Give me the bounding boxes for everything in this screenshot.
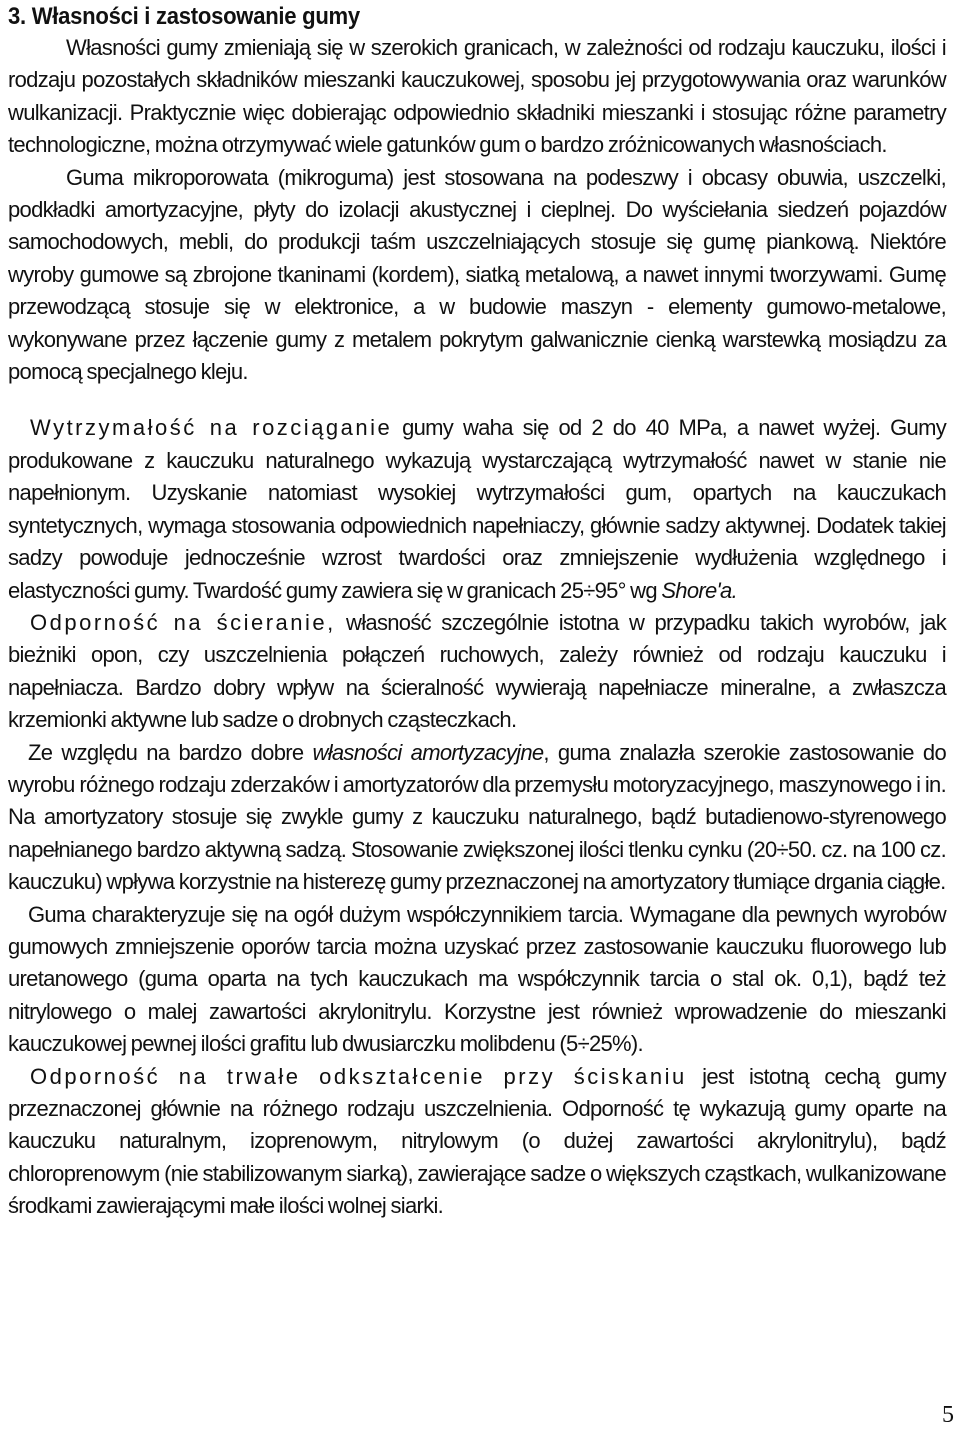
term-tensile-strength: Wytrzymałość na rozciąganie [30, 415, 393, 441]
document-page [8, 0, 946, 1223]
damping-text-before: Ze względu na bardzo dobre [28, 739, 313, 765]
damping-emphasis: własności amortyzacyjne [312, 739, 544, 765]
paragraph-microporous-rubber: Guma mikroporowata (mikroguma) jest stosowana na podeszwy i obcasy obuwia, uszczelki, podkładki amortyzacyjne, płyty do izolacji akustycznej i cieplnej. Do wyściełania siedzeń pojazdów samochodowych, mebli, do produkcji taśm uszczelniających stosuje się gumę piankową. Niektóre wyroby gumowe są zbrojone tkaninami (kordem), siatką metalową, a nawet innymi tworzywami. Gumę przewodzącą stosuje się w elektronice, a w budowie maszyn - elementy gumowo-metalowe, wykonywane przez łączenie gumy z metalem pokrytym galwanicznie cienką warstewką mosiądzu za pomocą specjalnego kleju. [8, 164, 946, 385]
tensile-strength-text: gumy waha się od 2 do 40 MPa, a nawet wyżej. Gumy produkowane z kauczuku naturalnego wykazują wystarczającą wytrzymałość nawet w stanie nie napełnionym. Uzyskanie natomiast wysokiej wytrzymałości gum, opartych na kauczukach syntetycznych, wymaga stosowania odpowiednich napełniaczy, głównie sadzy aktywnej. Dodatek takiej sadzy powoduje jednocześnie wzrost twardości oraz zmniejszenie wydłużenia względnego i elastyczności gumy. Twardość gumy zawiera się w granicach 25÷95° wg [8, 415, 946, 603]
term-abrasion-resistance: Odporność na ścieranie, [30, 609, 336, 635]
paragraph-compression-set [8, 1061, 946, 1223]
shore-scale: Shore'a. [661, 577, 737, 603]
paragraph-tensile-strength [8, 412, 946, 606]
damping-text-after: , guma znalazła szerokie zastosowanie do wyrobu różnego rodzaju zderzaków i amortyzatorów dla przemysłu motoryzacyjnego, maszynowego i in. Na amortyzatory stosuje się zwykle gumy z kauczuku naturalnego, bądź butadienowo-styrenowego napełnianego bardzo aktywną sadzą. Stosowanie zwiększonej ilości tlenku cynku (20÷50. cz. na 100 cz. kauczuku) wpływa korzystnie na histerezę gumy przeznaczonej na amortyzatory tłumiące drgania ciągłe. [8, 739, 946, 895]
abrasion-resistance-text: własność szczególnie istotna w przypadku takich wyrobów, jak bieżniki opon, czy uszczelnienia połączeń ruchowych, zależy również od rodzaju kauczuku i napełniacza. Bardzo dobry wpływ na ścieralność wywierają napełniacze mineralne, a zwłaszcza krzemionki aktywne lub sadze o drobnych cząsteczkach. [8, 609, 946, 733]
paragraph-friction: Guma charakteryzuje się na ogół dużym współczynnikiem tarcia. Wymagane dla pewnych wyrobów gumowych zmniejszenie oporów tarcia można uzyskać przez zastosowanie kauczuku fluorowego lub uretanowego (guma oparta na tych kauczukach ma współczynnik tarcia o stal ok. 0,1), bądź też nitrylowego o malej zawartości akrylonitrylu. Korzystne jest również wprowadzenie do mieszanki kauczukowej pewnej ilości grafitu lub dwusiarczku molibdenu (5÷25%). [8, 901, 946, 1057]
term-compression-set: Odporność na trwałe odkształcenie przy ściskaniu [30, 1063, 687, 1089]
section-heading: 3. Własności i zastosowanie gumy [8, 3, 360, 30]
page-number: 5 [942, 1402, 954, 1428]
paragraph-properties: Własności gumy zmieniają się w szerokich granicach, w zależności od rodzaju kauczuku, ilości i rodzaju pozostałych składników mieszanki kauczukowej, sposobu jej przygotowywania oraz warunków wulkanizacji. Praktycznie więc dobierając odpowiednio składniki mieszanki i stosując różne parametry technologiczne, można otrzymywać wiele gatunków gum o bardzo zróżnicowanych własnościach. [8, 35, 946, 158]
compression-set-text: jest istotną cechą gumy przeznaczonej głównie na różnego rodzaju uszczelnienia. Odporność tę wykazują gumy oparte na kauczuku naturalnym, izoprenowym, nitrylowym (o dużej zawartości akrylonitrylu), bądź chloroprenowym (nie stabilizowanym siarką), zawierające sadze o większych cząstkach, wulkanizowane środkami zawierającymi małe ilości wolnej siarki. [8, 1063, 946, 1219]
paragraph-abrasion-resistance [8, 607, 946, 737]
paragraph-damping [8, 737, 946, 899]
